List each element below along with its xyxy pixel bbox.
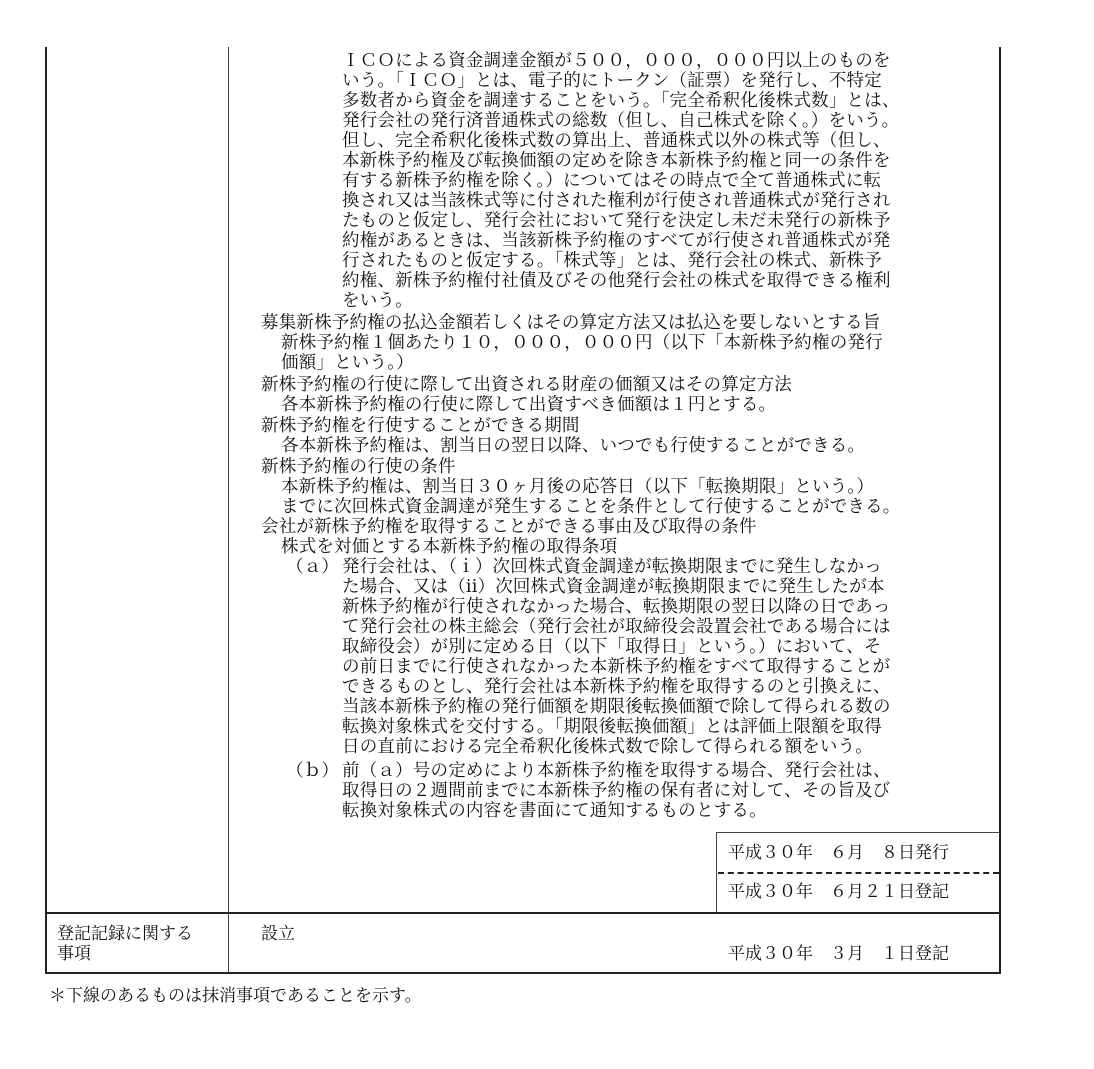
- column-divider: [228, 47, 229, 974]
- registration-date: 平成３０年 ６月２１日登記: [728, 882, 949, 902]
- section-divider: [45, 912, 1001, 914]
- item-a-line: 発行会社は、（ｉ）次回株式資金調達が転換期限までに発生しなかっ: [342, 557, 882, 577]
- acquisition-subheading: 株式を対価とする本新株予約権の取得条項: [281, 537, 618, 557]
- right-border: [999, 47, 1001, 974]
- record-date: 平成３０年 ３月 １日登記: [728, 944, 949, 964]
- contribution-line: 各本新株予約権の行使に際して出資すべき価額は１円とする。: [281, 395, 777, 415]
- ico-line: 約権があるときは、当該新株予約権のすべてが行使され普通株式が発: [342, 231, 891, 251]
- ico-line: 発行会社の発行済普通株式の総数（但し、自己株式を除く。）をいう。: [342, 111, 900, 131]
- item-a-line: 取締役会）が別に定める日（以下「取得日」という。）において、そ: [342, 637, 882, 657]
- conditions-line: 本新株予約権は、割当日３０ヶ月後の応答日（以下「転換期限」という。）: [281, 477, 875, 497]
- ico-line: 多数者から資金を調達することをいう。「完全希釈化後株式数」とは、: [342, 91, 900, 111]
- payment-heading: 募集新株予約権の払込金額若しくはその算定方法又は払込を要しないとする旨: [261, 313, 881, 333]
- item-a-line: 新株予約権が行使されなかった場合、転換期限の翌日以降の日であっ: [342, 597, 891, 617]
- ico-line: 本新株予約権及び転換価額の定めを除き本新株予約権と同一の条件を: [342, 151, 891, 171]
- item-a-line: できるものとし、発行会社は本新株予約権を取得するのと引換えに、: [342, 677, 891, 697]
- bottom-border: [45, 972, 1001, 974]
- date-box-left: [716, 832, 717, 912]
- ico-line: 有する新株予約権を除く。）についてはその時点で全て普通株式に転: [342, 171, 882, 191]
- date-box-top: [716, 832, 1000, 833]
- ico-line: いう。「ＩＣＯ」とは、電子的にトークン（証票）を発行し、不特定: [342, 71, 882, 91]
- conditions-heading: 新株予約権の行使の条件: [261, 457, 456, 477]
- item-a-line: 当該本新株予約権の発行価額を期限後転換価額で除して得られる数の: [342, 697, 891, 717]
- item-a-line: の前日までに行使されなかった本新株予約権をすべて取得することが: [342, 657, 891, 677]
- issue-date: 平成３０年 ６月 ８日発行: [728, 843, 949, 863]
- ico-line: 行されたものと仮定する。「株式等」とは、発行会社の株式、新株予: [342, 251, 882, 271]
- ico-line: たものと仮定し、発行会社において発行を決定し未だ未発行の新株予: [342, 211, 891, 231]
- conditions-line: までに次回株式資金調達が発生することを条件として行使することができる。: [281, 497, 901, 517]
- period-heading: 新株予約権を行使することができる期間: [261, 416, 580, 436]
- ico-line: 約権、新株予約権付社債及びその他発行会社の株式を取得できる権利: [342, 271, 891, 291]
- item-b-label: （ｂ）: [286, 761, 340, 781]
- ico-line: 但し、完全希釈化後株式数の算出上、普通株式以外の株式等（但し、: [342, 131, 891, 151]
- left-border: [45, 47, 47, 974]
- payment-line: 新株予約権１個あたり１０，０００，０００円（以下「本新株予約権の発行: [281, 333, 883, 353]
- acquisition-heading: 会社が新株予約権を取得することができる事由及び取得の条件: [261, 517, 757, 537]
- period-line: 各本新株予約権は、割当日の翌日以降、いつでも行使することができる。: [281, 436, 866, 456]
- ico-line: をいう。: [342, 291, 413, 311]
- record-label-line2: 事項: [57, 944, 91, 964]
- footnote: ＊下線のあるものは抹消事項であることを示す。: [49, 986, 422, 1006]
- record-label-line1: 登記記録に関する: [57, 924, 193, 944]
- record-value: 設立: [261, 924, 295, 944]
- item-a-line: た場合、又は（ii）次回株式資金調達が転換期限までに発生したが本: [342, 577, 885, 597]
- item-a-line: 転換対象株式を交付する。「期限後転換価額」とは評価上限額を取得: [342, 717, 882, 737]
- item-a-label: （ａ）: [286, 557, 340, 577]
- ico-line: 換され又は当該株式等に付された権利が行使され普通株式が発行され: [342, 191, 891, 211]
- item-a-line: て発行会社の株主総会（発行会社が取締役会設置会社である場合には: [342, 617, 891, 637]
- date-box-dashed-divider: [718, 872, 999, 874]
- item-b-line: 転換対象株式の内容を書面にて通知するものとする。: [342, 801, 767, 821]
- item-b-line: 取得日の２週間前までに本新株予約権の保有者に対して、その旨及び: [342, 781, 891, 801]
- ico-line: ＩＣＯによる資金調達金額が５００，０００，０００円以上のものを: [342, 51, 891, 71]
- item-b-line: 前（ａ）号の定めにより本新株予約権を取得する場合、発行会社は、: [342, 761, 891, 781]
- item-a-line: 日の直前における完全希釈化後株式数で除して得られる額をいう。: [342, 737, 873, 757]
- contribution-heading: 新株予約権の行使に際して出資される財産の価額又はその算定方法: [261, 375, 792, 395]
- payment-line: 価額」という。）: [281, 353, 414, 373]
